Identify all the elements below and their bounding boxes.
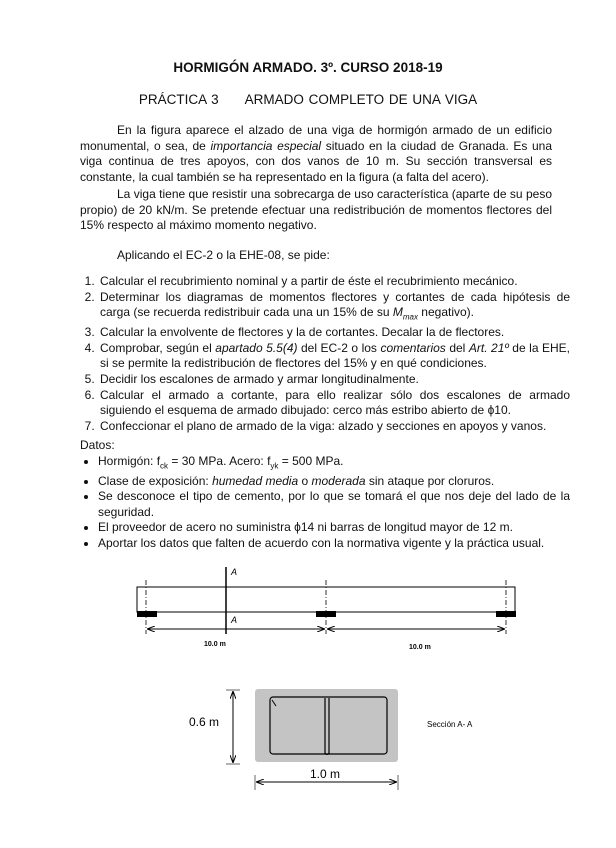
emphasis: apartado 5.5(4) (215, 340, 298, 355)
practice-title: ARMADO COMPLETO DE UNA VIGA (244, 92, 478, 107)
subscript: max (402, 312, 418, 322)
text: Confeccionar el plano de armado de la viga: alzado y secciones en apoyos y vanos. (100, 418, 547, 433)
emphasis: humedad media (212, 473, 299, 488)
text: Se desconoce el tipo de cemento, por lo que se tomará el que nos deje del lado de la seguridad. (98, 489, 570, 519)
text: Determinar los diagramas de momentos flectores y cortantes de cada hipótesis de carga (se recuerda redistribuir cada una un 15% de su (100, 289, 570, 320)
emphasis: moderada (311, 473, 366, 488)
document-title: HORMIGÓN ARMADO. 3º. CURSO 2018-19 (173, 60, 443, 75)
tasks-intro: Aplicando el EC-2 o la EHE-08, se pide: (117, 248, 330, 262)
text: Comprobar, según el (100, 340, 216, 355)
text: Aportar los datos que falten de acuerdo con la normativa vigente y la práctica usual. (98, 535, 545, 550)
text: del EC-2 o los (297, 340, 381, 355)
symbol: M (392, 305, 403, 320)
text: Decidir los escalones de armado y armar longitudinalmente. (100, 371, 419, 386)
cross-section (255, 689, 398, 762)
emphasis: importancia especial (210, 138, 322, 153)
emphasis: comentarios (380, 340, 446, 355)
text: Hormigón: f (98, 454, 161, 468)
text: = 30 MPa. Acero: f (168, 454, 271, 468)
span1-label: 10.0 m (204, 641, 226, 648)
text: Calcular el recubrimiento nominal y a partir de éste el recubrimiento mecánico. (100, 274, 518, 288)
datos-label: Datos: (80, 438, 115, 452)
section-label: Sección A- A (427, 720, 473, 729)
text: = 500 MPa. (278, 454, 344, 468)
emphasis: Art. 21º (468, 340, 509, 355)
section-mark-bottom: A (231, 615, 238, 625)
text: o (298, 473, 312, 488)
width-label: 1.0 m (310, 767, 341, 781)
section-mark-top: A (231, 567, 238, 577)
text: En la figura aparece el alzado de una viga de hormigón armado de un edificio monumental, o sea, de (80, 123, 552, 153)
text: Calcular la envolvente de flectores y la de cortantes. Decalar la de flectores. (100, 325, 505, 340)
span2-label: 10.0 m (409, 644, 431, 651)
subscript: yk (270, 461, 279, 471)
support-left (137, 611, 157, 617)
text: del (445, 340, 469, 355)
height-label: 0.6 m (189, 715, 220, 729)
text: sin ataque por cloruros. (365, 473, 495, 488)
practice-number: PRÁCTICA 3 (138, 92, 219, 107)
text: de la EHE, si se permite la redistribución de flectores del 15% y en qué condiciones. (100, 340, 571, 371)
paragraph-loads: La viga tiene que resistir una sobrecarga de uso característica (aparte de su peso propio) de 20 kN/m. Se pretende efectuar una redistribución de momentos flectores del 15% respecto al máximo momento negativo. (80, 187, 552, 232)
text: Calcular el armado a cortante, para ello realizar sólo dos escalones de armado siguiendo el esquema de armado dibujado: cerco más estribo abierto de ϕ10. (100, 387, 570, 418)
text: situado en la ciudad de Granada. Es una viga continua de tres apoyos, con dos vanos de 10 m. Su sección transversal es constante, la cual también se ha representado en la figura (a falta del acero). (80, 138, 552, 184)
text: Clase de exposición: (98, 473, 213, 488)
text: negativo). (417, 305, 475, 320)
subscript: ck (160, 461, 169, 471)
text: El proveedor de acero no suministra ϕ14 ni barras de longitud mayor de 12 m. (98, 520, 513, 535)
